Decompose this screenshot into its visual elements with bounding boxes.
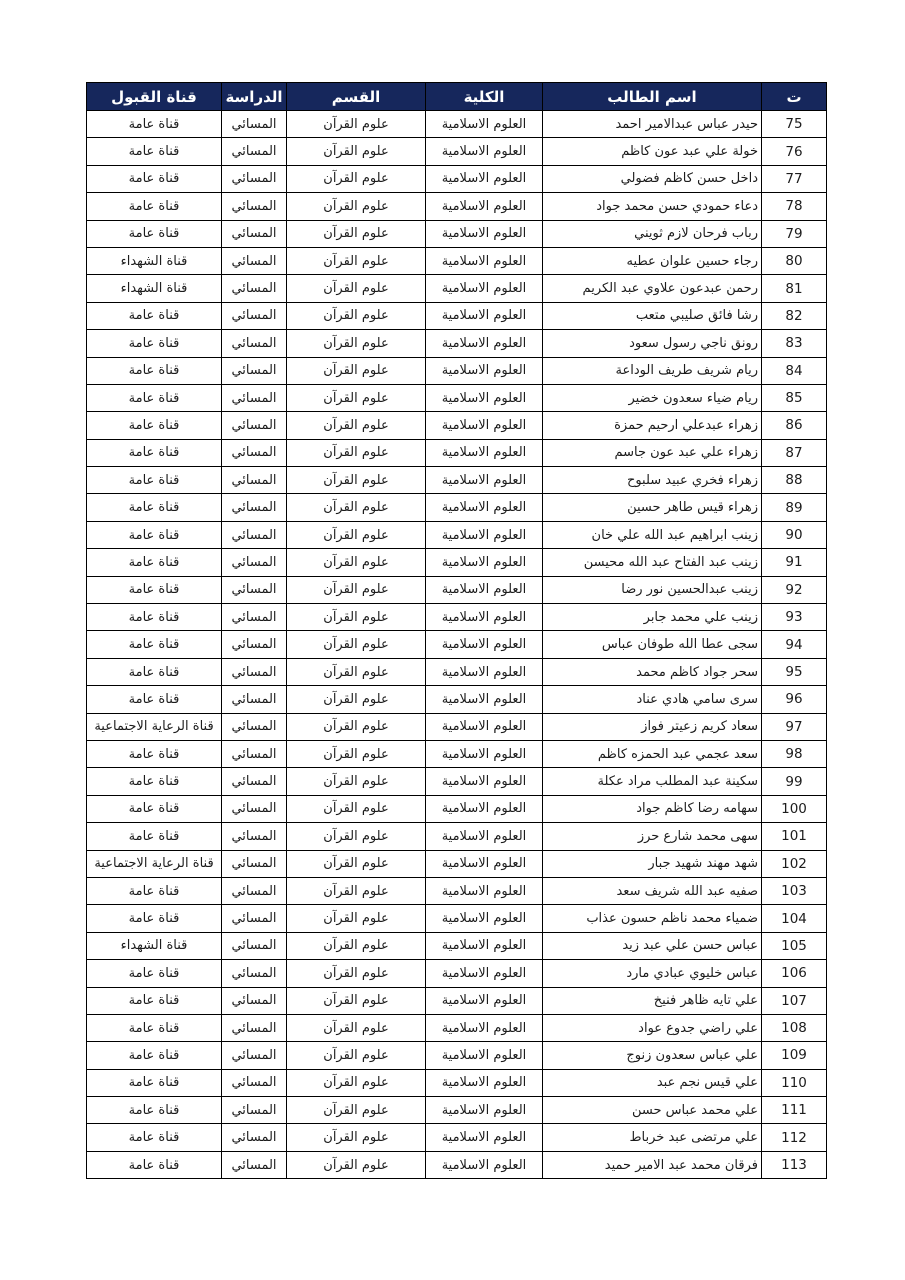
cell-department: علوم القرآن xyxy=(287,658,426,685)
cell-student-name: عباس خليوي عبادي مارد xyxy=(543,960,762,987)
cell-college: العلوم الاسلامية xyxy=(426,357,543,384)
cell-study-type: المسائي xyxy=(222,960,287,987)
header-cell-college: الكلية xyxy=(426,83,543,111)
cell-student-name: سهامه رضا كاظم جواد xyxy=(543,795,762,822)
cell-admission-channel: قناة الشهداء xyxy=(87,247,222,274)
cell-index: 111 xyxy=(762,1097,827,1124)
cell-study-type: المسائي xyxy=(222,740,287,767)
cell-index: 79 xyxy=(762,220,827,247)
cell-department: علوم القرآن xyxy=(287,850,426,877)
cell-college: العلوم الاسلامية xyxy=(426,439,543,466)
cell-department: علوم القرآن xyxy=(287,987,426,1014)
cell-department: علوم القرآن xyxy=(287,1124,426,1151)
cell-study-type: المسائي xyxy=(222,193,287,220)
cell-index: 96 xyxy=(762,686,827,713)
table-row xyxy=(87,1097,827,1124)
table-row xyxy=(87,1042,827,1069)
table-row xyxy=(87,1069,827,1096)
cell-index: 95 xyxy=(762,658,827,685)
cell-admission-channel: قناة عامة xyxy=(87,220,222,247)
cell-department: علوم القرآن xyxy=(287,768,426,795)
cell-department: علوم القرآن xyxy=(287,1097,426,1124)
cell-admission-channel: قناة عامة xyxy=(87,521,222,548)
cell-student-name: علي مرتضى عبد خرباط xyxy=(543,1124,762,1151)
cell-college: العلوم الاسلامية xyxy=(426,713,543,740)
cell-department: علوم القرآن xyxy=(287,165,426,192)
cell-college: العلوم الاسلامية xyxy=(426,604,543,631)
cell-student-name: ضمياء محمد ناظم حسون عذاب xyxy=(543,905,762,932)
cell-student-name: رونق ناجي رسول سعود xyxy=(543,330,762,357)
cell-student-name: زهراء قيس طاهر حسين xyxy=(543,494,762,521)
cell-college: العلوم الاسلامية xyxy=(426,1014,543,1041)
cell-college: العلوم الاسلامية xyxy=(426,302,543,329)
cell-study-type: المسائي xyxy=(222,439,287,466)
cell-study-type: المسائي xyxy=(222,467,287,494)
cell-index: 106 xyxy=(762,960,827,987)
cell-study-type: المسائي xyxy=(222,604,287,631)
cell-study-type: المسائي xyxy=(222,111,287,138)
cell-index: 101 xyxy=(762,823,827,850)
cell-admission-channel: قناة الشهداء xyxy=(87,275,222,302)
cell-college: العلوم الاسلامية xyxy=(426,330,543,357)
cell-department: علوم القرآن xyxy=(287,549,426,576)
cell-index: 100 xyxy=(762,795,827,822)
cell-department: علوم القرآن xyxy=(287,905,426,932)
table-row xyxy=(87,686,827,713)
cell-study-type: المسائي xyxy=(222,850,287,877)
cell-admission-channel: قناة عامة xyxy=(87,987,222,1014)
cell-admission-channel: قناة عامة xyxy=(87,576,222,603)
cell-college: العلوم الاسلامية xyxy=(426,220,543,247)
cell-study-type: المسائي xyxy=(222,1097,287,1124)
cell-admission-channel: قناة عامة xyxy=(87,960,222,987)
cell-department: علوم القرآن xyxy=(287,412,426,439)
cell-study-type: المسائي xyxy=(222,823,287,850)
students-table xyxy=(86,82,827,1179)
cell-student-name: زهراء فخري عبيد سلبوح xyxy=(543,467,762,494)
cell-study-type: المسائي xyxy=(222,1042,287,1069)
table-row xyxy=(87,576,827,603)
cell-admission-channel: قناة عامة xyxy=(87,439,222,466)
cell-college: العلوم الاسلامية xyxy=(426,823,543,850)
cell-admission-channel: قناة عامة xyxy=(87,138,222,165)
cell-department: علوم القرآن xyxy=(287,467,426,494)
cell-department: علوم القرآن xyxy=(287,384,426,411)
cell-study-type: المسائي xyxy=(222,576,287,603)
cell-college: العلوم الاسلامية xyxy=(426,247,543,274)
table-row xyxy=(87,111,827,138)
table-row xyxy=(87,932,827,959)
header-cell-student-name: اسم الطالب xyxy=(543,83,762,111)
cell-department: علوم القرآن xyxy=(287,302,426,329)
cell-index: 81 xyxy=(762,275,827,302)
cell-admission-channel: قناة عامة xyxy=(87,111,222,138)
cell-student-name: زينب عبد الفتاح عبد الله محيسن xyxy=(543,549,762,576)
cell-study-type: المسائي xyxy=(222,220,287,247)
cell-college: العلوم الاسلامية xyxy=(426,576,543,603)
cell-department: علوم القرآن xyxy=(287,877,426,904)
cell-college: العلوم الاسلامية xyxy=(426,850,543,877)
cell-index: 83 xyxy=(762,330,827,357)
table-row xyxy=(87,384,827,411)
cell-study-type: المسائي xyxy=(222,658,287,685)
cell-admission-channel: قناة عامة xyxy=(87,1069,222,1096)
cell-index: 107 xyxy=(762,987,827,1014)
cell-department: علوم القرآن xyxy=(287,713,426,740)
header-cell-study-type: الدراسة xyxy=(222,83,287,111)
cell-college: العلوم الاسلامية xyxy=(426,275,543,302)
cell-college: العلوم الاسلامية xyxy=(426,768,543,795)
cell-admission-channel: قناة عامة xyxy=(87,330,222,357)
cell-college: العلوم الاسلامية xyxy=(426,1151,543,1178)
cell-admission-channel: قناة عامة xyxy=(87,795,222,822)
cell-student-name: علي محمد عباس حسن xyxy=(543,1097,762,1124)
cell-college: العلوم الاسلامية xyxy=(426,549,543,576)
cell-college: العلوم الاسلامية xyxy=(426,987,543,1014)
cell-index: 78 xyxy=(762,193,827,220)
cell-college: العلوم الاسلامية xyxy=(426,138,543,165)
cell-admission-channel: قناة عامة xyxy=(87,768,222,795)
cell-index: 87 xyxy=(762,439,827,466)
cell-student-name: رجاء حسين علوان عطيه xyxy=(543,247,762,274)
cell-department: علوم القرآن xyxy=(287,740,426,767)
cell-admission-channel: قناة عامة xyxy=(87,631,222,658)
cell-department: علوم القرآن xyxy=(287,521,426,548)
cell-student-name: رحمن عبدعون علاوي عبد الكريم xyxy=(543,275,762,302)
cell-admission-channel: قناة الشهداء xyxy=(87,932,222,959)
cell-study-type: المسائي xyxy=(222,686,287,713)
cell-admission-channel: قناة عامة xyxy=(87,1014,222,1041)
table-row xyxy=(87,521,827,548)
table-row xyxy=(87,330,827,357)
cell-study-type: المسائي xyxy=(222,631,287,658)
header-cell-department: القسم xyxy=(287,83,426,111)
cell-admission-channel: قناة عامة xyxy=(87,467,222,494)
cell-index: 110 xyxy=(762,1069,827,1096)
cell-student-name: داخل حسن كاظم فضولي xyxy=(543,165,762,192)
table-row xyxy=(87,850,827,877)
cell-admission-channel: قناة عامة xyxy=(87,1042,222,1069)
table-row xyxy=(87,905,827,932)
cell-student-name: حيدر عباس عبدالامير احمد xyxy=(543,111,762,138)
cell-admission-channel: قناة عامة xyxy=(87,823,222,850)
cell-department: علوم القرآن xyxy=(287,111,426,138)
cell-index: 102 xyxy=(762,850,827,877)
cell-department: علوم القرآن xyxy=(287,439,426,466)
table-row xyxy=(87,302,827,329)
header-row xyxy=(87,83,827,111)
cell-student-name: زينب عبدالحسين نور رضا xyxy=(543,576,762,603)
cell-college: العلوم الاسلامية xyxy=(426,740,543,767)
cell-student-name: سحر جواد كاظم محمد xyxy=(543,658,762,685)
cell-index: 76 xyxy=(762,138,827,165)
cell-student-name: ريام ضياء سعدون خضير xyxy=(543,384,762,411)
cell-admission-channel: قناة عامة xyxy=(87,877,222,904)
cell-study-type: المسائي xyxy=(222,987,287,1014)
cell-index: 99 xyxy=(762,768,827,795)
cell-index: 75 xyxy=(762,111,827,138)
cell-student-name: ريام شريف طريف الوداعة xyxy=(543,357,762,384)
cell-study-type: المسائي xyxy=(222,1069,287,1096)
cell-student-name: سرى سامي هادي عناد xyxy=(543,686,762,713)
cell-index: 89 xyxy=(762,494,827,521)
cell-college: العلوم الاسلامية xyxy=(426,111,543,138)
table-row xyxy=(87,960,827,987)
cell-study-type: المسائي xyxy=(222,549,287,576)
cell-index: 97 xyxy=(762,713,827,740)
cell-admission-channel: قناة عامة xyxy=(87,412,222,439)
cell-study-type: المسائي xyxy=(222,384,287,411)
cell-college: العلوم الاسلامية xyxy=(426,1042,543,1069)
cell-department: علوم القرآن xyxy=(287,1042,426,1069)
cell-department: علوم القرآن xyxy=(287,576,426,603)
cell-college: العلوم الاسلامية xyxy=(426,193,543,220)
cell-student-name: سعاد كريم زعيتر فواز xyxy=(543,713,762,740)
cell-admission-channel: قناة عامة xyxy=(87,905,222,932)
cell-study-type: المسائي xyxy=(222,138,287,165)
table-row xyxy=(87,467,827,494)
cell-student-name: خولة علي عبد عون كاظم xyxy=(543,138,762,165)
cell-index: 103 xyxy=(762,877,827,904)
cell-study-type: المسائي xyxy=(222,521,287,548)
cell-student-name: علي راضي جدوع عواد xyxy=(543,1014,762,1041)
cell-student-name: علي تايه ظاهر فنيخ xyxy=(543,987,762,1014)
cell-student-name: سعد عجمي عبد الحمزه كاظم xyxy=(543,740,762,767)
table-row xyxy=(87,1014,827,1041)
cell-index: 105 xyxy=(762,932,827,959)
cell-study-type: المسائي xyxy=(222,412,287,439)
cell-admission-channel: قناة الرعاية الاجتماعية xyxy=(87,850,222,877)
cell-department: علوم القرآن xyxy=(287,275,426,302)
cell-department: علوم القرآن xyxy=(287,193,426,220)
cell-index: 108 xyxy=(762,1014,827,1041)
cell-student-name: زهراء عبدعلي ارحيم حمزة xyxy=(543,412,762,439)
cell-study-type: المسائي xyxy=(222,247,287,274)
cell-department: علوم القرآن xyxy=(287,686,426,713)
cell-department: علوم القرآن xyxy=(287,932,426,959)
cell-college: العلوم الاسلامية xyxy=(426,658,543,685)
table-row xyxy=(87,494,827,521)
table-row xyxy=(87,987,827,1014)
table-row xyxy=(87,549,827,576)
table-row xyxy=(87,768,827,795)
cell-admission-channel: قناة عامة xyxy=(87,1097,222,1124)
table-row xyxy=(87,713,827,740)
cell-index: 91 xyxy=(762,549,827,576)
cell-student-name: سهى محمد شارع حرز xyxy=(543,823,762,850)
cell-admission-channel: قناة عامة xyxy=(87,494,222,521)
cell-college: العلوم الاسلامية xyxy=(426,165,543,192)
cell-study-type: المسائي xyxy=(222,302,287,329)
cell-admission-channel: قناة عامة xyxy=(87,193,222,220)
cell-student-name: علي قيس نجم عبد xyxy=(543,1069,762,1096)
header-cell-admission-channel: قناة القبول xyxy=(87,83,222,111)
cell-department: علوم القرآن xyxy=(287,138,426,165)
cell-college: العلوم الاسلامية xyxy=(426,494,543,521)
cell-college: العلوم الاسلامية xyxy=(426,877,543,904)
cell-admission-channel: قناة عامة xyxy=(87,1151,222,1178)
table-row xyxy=(87,631,827,658)
cell-college: العلوم الاسلامية xyxy=(426,384,543,411)
table-row xyxy=(87,193,827,220)
table-row xyxy=(87,1124,827,1151)
cell-study-type: المسائي xyxy=(222,1124,287,1151)
table-row xyxy=(87,1151,827,1178)
cell-study-type: المسائي xyxy=(222,330,287,357)
header-cell-index: ت xyxy=(762,83,827,111)
cell-department: علوم القرآن xyxy=(287,357,426,384)
cell-index: 85 xyxy=(762,384,827,411)
table-body xyxy=(87,111,827,1179)
cell-college: العلوم الاسلامية xyxy=(426,795,543,822)
cell-department: علوم القرآن xyxy=(287,795,426,822)
table-row xyxy=(87,357,827,384)
table-row xyxy=(87,138,827,165)
cell-student-name: سجى عطا الله طوفان عباس xyxy=(543,631,762,658)
table-row xyxy=(87,658,827,685)
cell-admission-channel: قناة عامة xyxy=(87,549,222,576)
cell-student-name: عباس حسن علي عبد زيد xyxy=(543,932,762,959)
cell-study-type: المسائي xyxy=(222,713,287,740)
cell-index: 84 xyxy=(762,357,827,384)
cell-admission-channel: قناة عامة xyxy=(87,686,222,713)
cell-index: 94 xyxy=(762,631,827,658)
cell-student-name: دعاء حمودي حسن محمد جواد xyxy=(543,193,762,220)
cell-department: علوم القرآن xyxy=(287,1069,426,1096)
cell-index: 77 xyxy=(762,165,827,192)
cell-admission-channel: قناة عامة xyxy=(87,165,222,192)
table-row xyxy=(87,439,827,466)
cell-student-name: علي عباس سعدون زنوج xyxy=(543,1042,762,1069)
cell-study-type: المسائي xyxy=(222,795,287,822)
cell-department: علوم القرآن xyxy=(287,220,426,247)
cell-admission-channel: قناة عامة xyxy=(87,1124,222,1151)
cell-study-type: المسائي xyxy=(222,932,287,959)
cell-department: علوم القرآن xyxy=(287,823,426,850)
cell-college: العلوم الاسلامية xyxy=(426,631,543,658)
cell-student-name: سكينة عبد المطلب مراد عكلة xyxy=(543,768,762,795)
cell-college: العلوم الاسلامية xyxy=(426,467,543,494)
cell-department: علوم القرآن xyxy=(287,247,426,274)
cell-college: العلوم الاسلامية xyxy=(426,521,543,548)
cell-study-type: المسائي xyxy=(222,357,287,384)
cell-student-name: رباب فرحان لازم ثويني xyxy=(543,220,762,247)
cell-study-type: المسائي xyxy=(222,494,287,521)
cell-index: 104 xyxy=(762,905,827,932)
cell-student-name: زينب علي محمد جابر xyxy=(543,604,762,631)
cell-study-type: المسائي xyxy=(222,1014,287,1041)
table-row xyxy=(87,877,827,904)
cell-college: العلوم الاسلامية xyxy=(426,1069,543,1096)
cell-index: 80 xyxy=(762,247,827,274)
cell-index: 109 xyxy=(762,1042,827,1069)
cell-admission-channel: قناة عامة xyxy=(87,658,222,685)
table-row xyxy=(87,823,827,850)
table-row xyxy=(87,247,827,274)
cell-study-type: المسائي xyxy=(222,905,287,932)
cell-admission-channel: قناة الرعاية الاجتماعية xyxy=(87,713,222,740)
cell-study-type: المسائي xyxy=(222,1151,287,1178)
cell-college: العلوم الاسلامية xyxy=(426,1097,543,1124)
cell-study-type: المسائي xyxy=(222,275,287,302)
cell-admission-channel: قناة عامة xyxy=(87,740,222,767)
cell-college: العلوم الاسلامية xyxy=(426,932,543,959)
cell-college: العلوم الاسلامية xyxy=(426,412,543,439)
cell-study-type: المسائي xyxy=(222,768,287,795)
cell-index: 88 xyxy=(762,467,827,494)
cell-college: العلوم الاسلامية xyxy=(426,686,543,713)
cell-admission-channel: قناة عامة xyxy=(87,604,222,631)
cell-department: علوم القرآن xyxy=(287,960,426,987)
cell-index: 82 xyxy=(762,302,827,329)
cell-student-name: زهراء علي عبد عون جاسم xyxy=(543,439,762,466)
cell-index: 113 xyxy=(762,1151,827,1178)
cell-study-type: المسائي xyxy=(222,877,287,904)
cell-student-name: فرقان محمد عبد الامير حميد xyxy=(543,1151,762,1178)
table-row xyxy=(87,165,827,192)
cell-student-name: رشا فائق صليبي متعب xyxy=(543,302,762,329)
table-row xyxy=(87,275,827,302)
cell-department: علوم القرآن xyxy=(287,631,426,658)
cell-admission-channel: قناة عامة xyxy=(87,357,222,384)
cell-department: علوم القرآن xyxy=(287,1014,426,1041)
cell-index: 90 xyxy=(762,521,827,548)
table-row xyxy=(87,220,827,247)
cell-admission-channel: قناة عامة xyxy=(87,302,222,329)
cell-admission-channel: قناة عامة xyxy=(87,384,222,411)
cell-student-name: شهد مهند شهيد جبار xyxy=(543,850,762,877)
cell-student-name: زينب ابراهيم عبد الله علي خان xyxy=(543,521,762,548)
cell-index: 86 xyxy=(762,412,827,439)
table-row xyxy=(87,412,827,439)
cell-department: علوم القرآن xyxy=(287,330,426,357)
table-row xyxy=(87,604,827,631)
table-row xyxy=(87,795,827,822)
cell-index: 93 xyxy=(762,604,827,631)
cell-study-type: المسائي xyxy=(222,165,287,192)
cell-college: العلوم الاسلامية xyxy=(426,905,543,932)
cell-student-name: صفيه عبد الله شريف سعد xyxy=(543,877,762,904)
cell-college: العلوم الاسلامية xyxy=(426,960,543,987)
cell-college: العلوم الاسلامية xyxy=(426,1124,543,1151)
cell-index: 112 xyxy=(762,1124,827,1151)
cell-department: علوم القرآن xyxy=(287,1151,426,1178)
cell-department: علوم القرآن xyxy=(287,604,426,631)
cell-index: 98 xyxy=(762,740,827,767)
cell-department: علوم القرآن xyxy=(287,494,426,521)
cell-index: 92 xyxy=(762,576,827,603)
table-row xyxy=(87,740,827,767)
